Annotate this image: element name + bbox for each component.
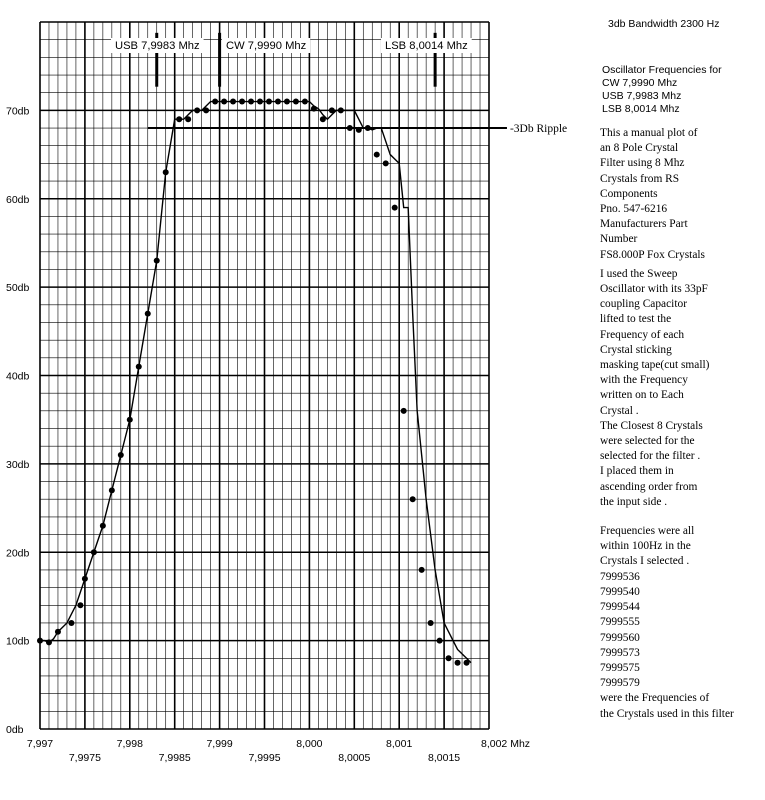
oscillator-label: LSB 8,0014 Mhz	[385, 40, 468, 52]
data-point	[356, 127, 362, 133]
oscillator-list	[602, 77, 681, 116]
data-point	[428, 620, 434, 626]
response-series	[37, 99, 471, 666]
notes-paragraph-2	[600, 267, 762, 510]
data-point	[55, 629, 61, 635]
y-tick-label: 50db	[6, 282, 30, 295]
y-tick-label: 30db	[6, 458, 30, 471]
notes-line: Crystals from RS	[600, 172, 680, 185]
data-point	[320, 116, 326, 122]
data-point	[82, 576, 88, 582]
data-point	[77, 602, 83, 608]
data-point	[248, 99, 254, 105]
notes-line: 7999544	[600, 601, 640, 614]
notes-line: written on to Each	[600, 389, 684, 402]
notes-line: Frequencies were all	[600, 525, 695, 538]
bandwidth-title: 3db Bandwidth 2300 Hz	[608, 18, 720, 30]
data-point	[239, 99, 245, 105]
notes-paragraph-1	[600, 126, 762, 263]
notes-line: 7999579	[600, 677, 640, 690]
data-point	[293, 99, 299, 105]
data-point	[176, 116, 182, 122]
notes-line: an 8 Pole Crystal	[600, 142, 679, 155]
notes-panel	[600, 126, 762, 722]
data-point	[257, 99, 263, 105]
data-point	[347, 125, 353, 131]
notes-line: Pno. 547-6216	[600, 203, 668, 216]
oscillator-label: USB 7,9983 Mhz	[115, 40, 200, 52]
x-tick-label: 7,998	[116, 738, 143, 750]
notes-line: The Closest 8 Crystals	[600, 419, 703, 432]
data-point	[37, 638, 43, 644]
notes-line: Crystal sticking	[600, 343, 672, 356]
x-tick-label: 8,0005	[338, 752, 371, 764]
data-point	[392, 205, 398, 211]
notes-line: the input side .	[600, 495, 668, 508]
y-tick-label: 0db	[6, 724, 24, 736]
data-point	[127, 417, 133, 423]
notes-line: lifted to test the	[600, 313, 672, 326]
notes-line: 7999540	[600, 585, 640, 598]
notes-line: Components	[600, 187, 658, 200]
y-tick-label: 40db	[6, 370, 30, 383]
data-point	[275, 99, 281, 105]
notes-line: the Crystals used in this filter	[600, 707, 734, 720]
x-tick-label: 7,999	[206, 738, 233, 750]
notes-line: with the Frequency	[600, 374, 688, 387]
notes-line: 7999555	[600, 616, 640, 629]
data-point	[91, 549, 97, 555]
data-point	[410, 496, 416, 502]
data-point	[302, 99, 308, 105]
notes-line: Oscillator with its 33pF	[600, 283, 708, 296]
notes-line: Filter using 8 Mhz	[600, 157, 685, 170]
notes-line: coupling Capacitor	[600, 298, 687, 311]
notes-line: 7999536	[600, 570, 640, 583]
notes-paragraph-3	[600, 524, 762, 722]
notes-line: masking tape(cut small)	[600, 359, 710, 372]
notes-line: Manufacturers Part	[600, 218, 688, 231]
notes-line: 7999575	[600, 661, 640, 674]
data-point	[194, 107, 200, 113]
data-point	[100, 523, 106, 529]
notes-line: 7999573	[600, 646, 640, 659]
oscillator-usb: USB 7,9983 Mhz	[602, 90, 682, 102]
data-point	[401, 408, 407, 414]
notes-line: were selected for the	[600, 435, 695, 448]
notes-line: were the Frequencies of	[600, 692, 710, 705]
oscillator-heading: Oscillator Frequencies for	[602, 64, 722, 76]
y-tick-label: 20db	[6, 547, 30, 560]
data-point	[338, 107, 344, 113]
data-point	[374, 152, 380, 158]
data-point	[311, 106, 317, 112]
data-point	[266, 99, 272, 105]
ripple-label: -3Db Ripple	[509, 123, 568, 136]
y-tick-label: 10db	[6, 635, 30, 648]
notes-line: FS8.000P Fox Crystals	[600, 248, 705, 261]
notes-line: Crystals I selected .	[600, 555, 690, 568]
data-point	[446, 655, 452, 661]
x-tick-label: 8,0015	[428, 752, 461, 764]
notes-line: Number	[600, 233, 638, 246]
notes-line: within 100Hz in the	[600, 540, 691, 553]
data-point	[203, 107, 209, 113]
data-point	[46, 639, 52, 645]
oscillator-lsb: LSB 8,0014 Mhz	[602, 103, 680, 115]
data-point	[329, 107, 335, 113]
notes-line: 7999560	[600, 631, 640, 644]
data-point	[212, 99, 218, 105]
data-point	[455, 660, 461, 666]
data-point	[284, 99, 290, 105]
notes-line: Crystal .	[600, 404, 639, 417]
x-tick-label: 8,000	[296, 738, 323, 750]
notes-line: selected for the filter .	[600, 450, 701, 463]
x-tick-label: 7,9985	[158, 752, 191, 764]
data-point	[464, 660, 470, 666]
notes-line: This a manual plot of	[600, 127, 698, 139]
oscillator-cw: CW 7,9990 Mhz	[602, 77, 678, 89]
x-tick-label: 7,997	[26, 738, 54, 750]
x-tick-label: 8,001	[386, 738, 413, 750]
data-point	[118, 452, 124, 458]
x-tick-label: 7,9975	[68, 752, 101, 764]
data-point	[419, 567, 425, 573]
data-point	[185, 116, 191, 122]
data-point	[136, 364, 142, 370]
data-point	[145, 311, 151, 317]
y-tick-label: 70db	[6, 105, 30, 118]
notes-line: I used the Sweep	[600, 267, 678, 280]
notes-line: ascending order from	[600, 480, 698, 493]
x-tick-label: 7,9995	[248, 752, 281, 764]
oscillator-label: CW 7,9990 Mhz	[226, 40, 307, 52]
data-point	[437, 638, 443, 644]
data-point	[154, 258, 160, 264]
data-point	[230, 99, 236, 105]
y-tick-label: 60db	[6, 193, 30, 206]
data-point	[221, 99, 227, 105]
notes-line: Frequency of each	[600, 328, 685, 341]
data-point	[365, 125, 371, 131]
data-point	[383, 160, 389, 166]
notes-line: I placed them in	[600, 465, 674, 478]
data-point	[109, 487, 115, 493]
data-point	[68, 620, 74, 626]
x-tick-label: 8,002 Mhz	[481, 738, 531, 750]
data-point	[163, 169, 169, 175]
